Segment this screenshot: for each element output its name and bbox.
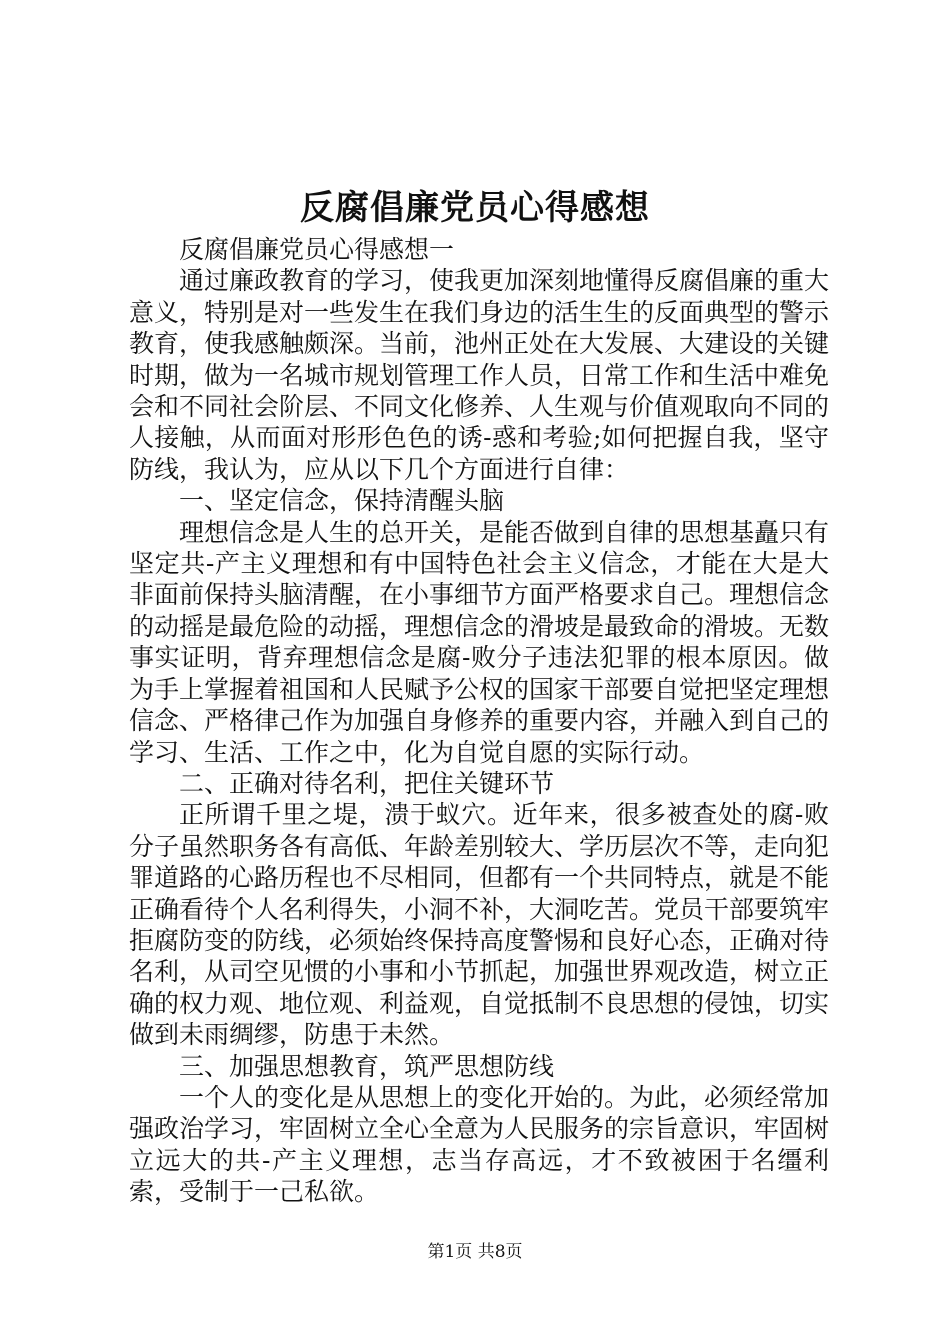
- page-footer: 第1页 共8页: [427, 1242, 523, 1262]
- document-body: [129, 234, 829, 1208]
- document-subtitle: 反腐倡廉党员心得感想一: [179, 235, 455, 264]
- document-title: 反腐倡廉党员心得感想: [300, 188, 650, 228]
- section-paragraph-1: 理想信念是人生的总开关，是能否做到自律的思想基矗只有坚定共-产主义理想和有中国特色社会主义信念，才能在大是大非面前保持头脑清醒，在小事细节方面严格要求自己。理想信念的动摇是最危险的动摇，理想信念的滑坡是最致命的滑坡。无数事实证明，背弃理想信念是腐-败分子违法犯罪的根本原因。做为手上掌握着祖国和人民赋予公权的国家干部要自觉把坚定理想信念、严格律己作为加强自身修养的重要内容，并融入到自己的学习、生活、工作之中，化为自觉自愿的实际行动。: [129, 517, 830, 767]
- section-heading-3: 三、加强思想教育，筑严思想防线: [179, 1051, 555, 1081]
- section-heading-2: 二、正确对待名利，把住关键环节: [179, 768, 555, 798]
- section-paragraph-3: 一个人的变化是从思想上的变化开始的。为此，必须经常加强政治学习，牢固树立全心全意为人民服务的宗旨意识，牢固树立远大的共-产主义理想，志当存高远，才不致被困于名缰利索，受制于一己私欲。: [129, 1082, 830, 1207]
- section-paragraph-2: 正所谓千里之堤，溃于蚁穴。近年来，很多被查处的腐-败分子虽然职务各有高低、年龄差别较大、学历层次不等，走向犯罪道路的心路历程也不尽相同，但都有一个共同特点，就是不能正确看待个人名利得失，小洞不补，大洞吃苦。党员干部要筑牢拒腐防变的防线，必须始终保持高度警惕和良好心态，正确对待名利，从司空见惯的小事和小节抓起，加强世界观改造，树立正确的权力观、地位观、利益观，自觉抵制不良思想的侵蚀，切实做到未雨绸缪，防患于未然。: [129, 800, 830, 1050]
- section-heading-1: 一、坚定信念，保持清醒头脑: [179, 486, 505, 516]
- intro-paragraph: 通过廉政教育的学习，使我更加深刻地懂得反腐倡廉的重大意义，特别是对一些发生在我们身边的活生生的反面典型的警示教育，使我感触颇深。当前，池州正处在大发展、大建设的关键时期，做为一名城市规划管理工作人员，日常工作和生活中难免会和不同社会阶层、不同文化修养、人生观与价值观取向不同的人接触，从而面对形形色色的诱-惑和考验;如何把握自我，坚守防线，我认为，应从以下几个方面进行自律：: [129, 266, 830, 484]
